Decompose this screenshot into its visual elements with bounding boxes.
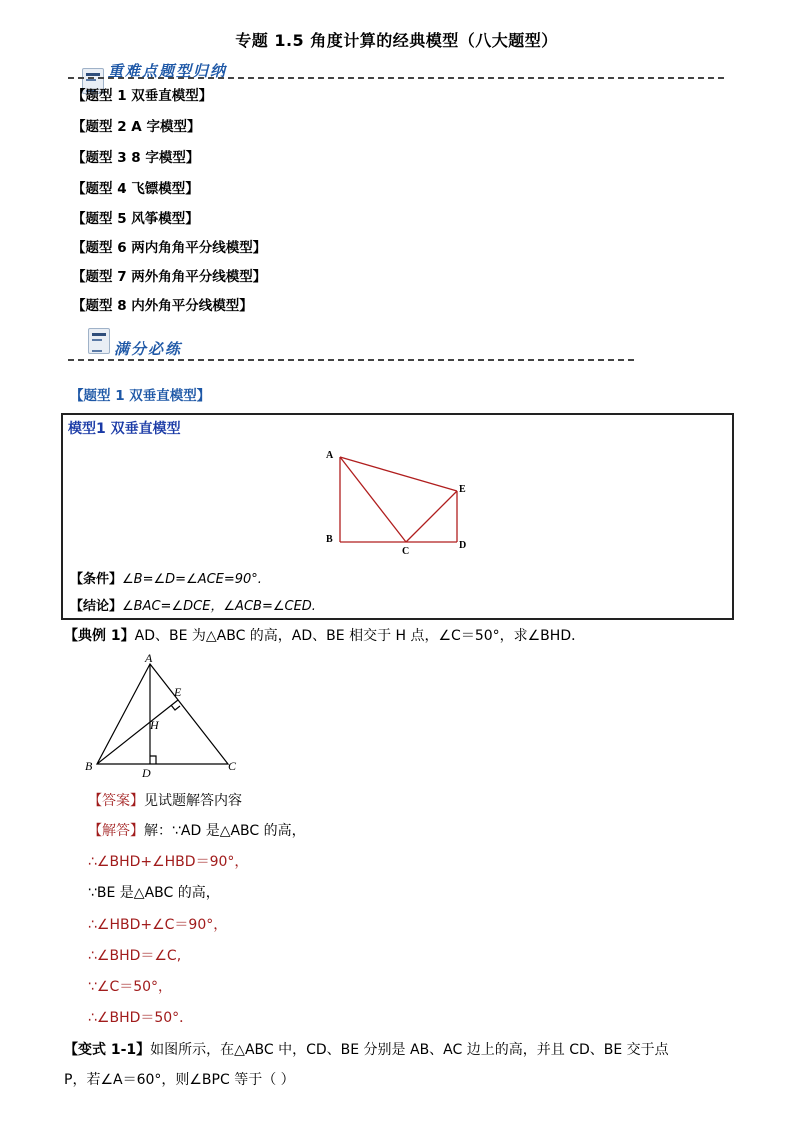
variant-label: 【变式 1-1】 bbox=[64, 1042, 151, 1058]
toc-item-6: 【题型 6 两内角角平分线模型】 bbox=[72, 240, 267, 256]
fig-label-c: C bbox=[228, 759, 237, 773]
toc-item-7: 【题型 7 两外角角平分线模型】 bbox=[72, 269, 267, 285]
fig-label-b: B bbox=[85, 759, 93, 773]
solution-text-1: 解：∵AD 是△ABC 的高， bbox=[144, 823, 306, 839]
toc-item-5: 【题型 5 风筝模型】 bbox=[72, 211, 199, 227]
fig-label-c: C bbox=[402, 546, 410, 556]
toc-item-1: 【题型 1 双垂直模型】 bbox=[72, 88, 213, 104]
model-title: 模型1 双垂直模型 bbox=[68, 421, 181, 437]
toc-item-2: 【题型 2 A 字模型】 bbox=[72, 119, 201, 135]
conclusion-line bbox=[70, 595, 316, 614]
section-divider bbox=[68, 77, 724, 79]
fig-label-a: A bbox=[326, 450, 334, 461]
fig-label-d: D bbox=[459, 540, 467, 551]
fig-label-e: E bbox=[174, 685, 182, 699]
solution-label: 【解答】 bbox=[88, 823, 144, 839]
section-label-summary: 重难点题型归纳 bbox=[108, 62, 228, 80]
fig-label-b: B bbox=[326, 534, 333, 545]
variant-text-1: 如图所示，在△ABC 中，CD、BE 分别是 AB、AC 边上的高，并且 CD、BE 交于点 bbox=[150, 1042, 669, 1058]
document-icon bbox=[88, 328, 110, 354]
toc-item-3: 【题型 3 8 字模型】 bbox=[72, 150, 200, 166]
section-divider bbox=[68, 359, 634, 361]
toc-item-4: 【题型 4 飞镖模型】 bbox=[72, 181, 199, 197]
example-text: AD、BE 为△ABC 的高，AD、BE 相交于 H 点，∠C＝50°，求∠BHD． bbox=[134, 628, 586, 644]
fig-label-a: A bbox=[145, 651, 153, 665]
conclusion-label: 【结论】 bbox=[70, 599, 123, 614]
fig-label-h: H bbox=[150, 718, 159, 732]
conclusion-text: ∠BAC=∠DCE，∠ACB=∠CED. bbox=[122, 599, 316, 614]
answer-line bbox=[88, 790, 242, 810]
example-line bbox=[64, 625, 585, 645]
solution-line-4: ∴∠HBD+∠C＝90°， bbox=[88, 917, 228, 933]
type1-heading: 【题型 1 双垂直模型】 bbox=[70, 388, 211, 404]
solution-line-1 bbox=[88, 820, 306, 840]
solution-line-5: ∴∠BHD＝∠C, bbox=[88, 948, 182, 964]
fig-label-d: D bbox=[142, 766, 151, 780]
answer-text: 见试题解答内容 bbox=[144, 793, 242, 809]
answer-label: 【答案】 bbox=[88, 793, 144, 809]
example-label: 【典例 1】 bbox=[64, 628, 135, 644]
variant-line-1 bbox=[64, 1039, 669, 1059]
triangle-abc-figure bbox=[82, 650, 247, 782]
condition-line bbox=[70, 568, 262, 587]
solution-line-2: ∴∠BHD+∠HBD＝90°， bbox=[88, 854, 249, 870]
condition-label: 【条件】 bbox=[70, 572, 123, 587]
double-perpendicular-figure bbox=[318, 444, 478, 556]
page-title: 专题 1.5 角度计算的经典模型（八大题型） bbox=[235, 31, 558, 50]
section-label-practice: 满分必练 bbox=[114, 340, 183, 358]
solution-line-3: ∵BE 是△ABC 的高， bbox=[88, 885, 220, 901]
fig-label-e: E bbox=[459, 484, 466, 495]
variant-line-2: P，若∠A＝60°，则∠BPC 等于（ ） bbox=[64, 1072, 295, 1088]
condition-text: ∠B=∠D=∠ACE=90°. bbox=[122, 572, 262, 587]
toc-item-8: 【题型 8 内外角平分线模型】 bbox=[72, 298, 253, 314]
solution-line-6: ∵∠C＝50°， bbox=[88, 979, 173, 995]
solution-line-7: ∴∠BHD＝50°． bbox=[88, 1010, 194, 1026]
